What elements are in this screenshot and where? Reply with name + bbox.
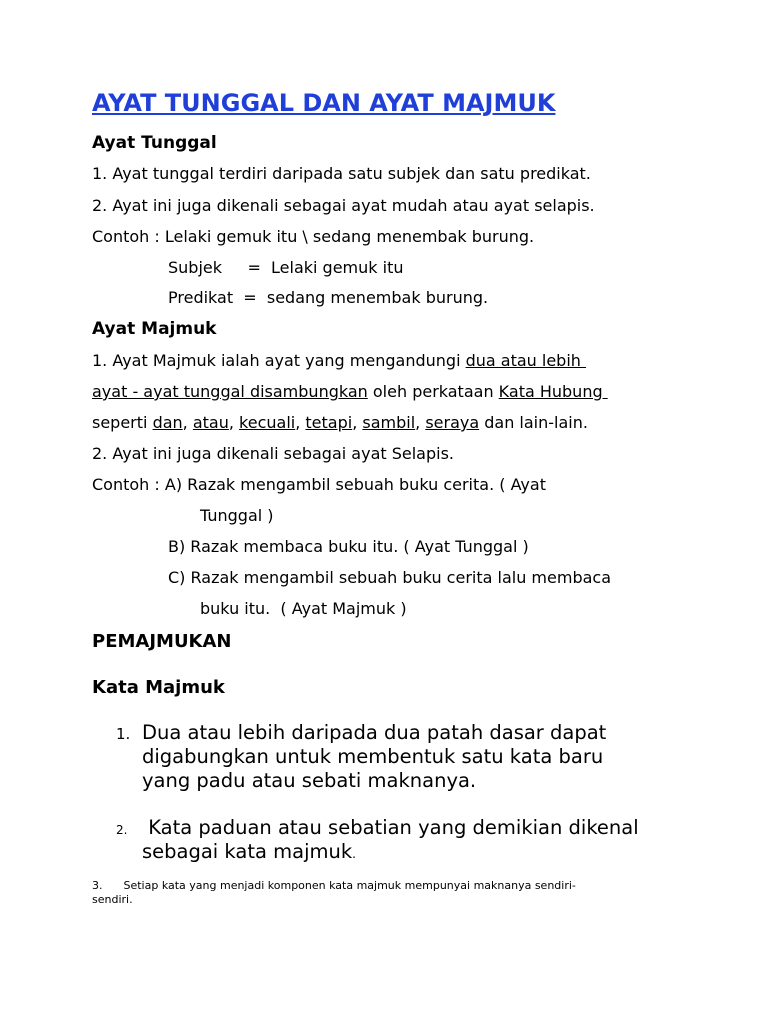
- majmuk-p1-underlined-2: ayat - ayat tunggal disambungkan: [92, 382, 368, 401]
- majmuk-point-1-line-1: [92, 351, 586, 371]
- majmuk-p1-end: dan lain-lain.: [479, 413, 588, 432]
- heading-kata-majmuk: Kata Majmuk: [92, 677, 225, 698]
- conjunction-sambil: sambil: [362, 413, 416, 432]
- conjunction-seraya: seraya: [425, 413, 480, 432]
- conjunction-sep: ,: [182, 413, 193, 432]
- list-item-3-line-1: 3. Setiap kata yang menjadi komponen kata majmuk mempunyai maknanya sendiri-: [92, 879, 576, 892]
- majmuk-p1-underlined: dua atau lebih: [465, 351, 587, 370]
- majmuk-point-1-line-2: [92, 382, 608, 402]
- list-item-2-text: sebagai kata majmuk: [142, 840, 353, 863]
- heading-ayat-tunggal: Ayat Tunggal: [92, 133, 217, 153]
- page-title: AYAT TUNGGAL DAN AYAT MAJMUK: [92, 89, 556, 117]
- list-item-1-line-3: yang padu atau sebati maknanya.: [142, 769, 477, 792]
- conjunction-sep: ,: [352, 413, 363, 432]
- list-item-3-line-2: sendiri.: [92, 893, 133, 906]
- heading-pemajmukan: PEMAJMUKAN: [92, 631, 232, 652]
- conjunction-dan: dan: [152, 413, 183, 432]
- majmuk-example-b: B) Razak membaca buku itu. ( Ayat Tunggal ): [168, 537, 529, 556]
- list-item-2-line-1: Kata paduan atau sebatian yang demikian dikenal: [142, 816, 639, 839]
- list-item-1-line-2: digabungkan untuk membentuk satu kata baru: [142, 745, 604, 768]
- conjunction-sep: ,: [295, 413, 306, 432]
- majmuk-example-a-line-2: Tunggal ): [200, 506, 274, 525]
- conjunction-sep: ,: [228, 413, 240, 432]
- tunggal-subject-line: Subjek = Lelaki gemuk itu: [168, 258, 404, 277]
- list-item-2-period: .: [352, 847, 356, 861]
- conjunction-atau: atau: [192, 413, 229, 432]
- tunggal-point-2: 2. Ayat ini juga dikenali sebagai ayat mudah atau ayat selapis.: [92, 196, 595, 215]
- tunggal-example: Contoh : Lelaki gemuk itu \ sedang menembak burung.: [92, 227, 535, 246]
- list-item-1-number: 1.: [116, 725, 131, 743]
- heading-ayat-majmuk: Ayat Majmuk: [92, 319, 217, 339]
- majmuk-kata-hubung: Kata Hubung: [498, 382, 608, 401]
- majmuk-seperti: seperti: [92, 413, 153, 432]
- tunggal-point-1: 1. Ayat tunggal terdiri daripada satu subjek dan satu predikat.: [92, 164, 591, 183]
- majmuk-example-a-line-1: Contoh : A) Razak mengambil sebuah buku cerita. ( Ayat: [92, 475, 546, 494]
- conjunction-kecuali: kecuali: [239, 413, 296, 432]
- majmuk-example-c-line-2: buku itu. ( Ayat Majmuk ): [200, 599, 407, 618]
- majmuk-p1-text-2: oleh perkataan: [367, 382, 499, 401]
- list-item-1-line-1: Dua atau lebih daripada dua patah dasar dapat: [142, 721, 607, 744]
- majmuk-point-1-line-3: [92, 413, 588, 433]
- tunggal-predicate-line: Predikat = sedang menembak burung.: [168, 288, 489, 307]
- list-item-2-line-2: [142, 840, 356, 866]
- conjunction-tetapi: tetapi: [305, 413, 353, 432]
- majmuk-p1-text: 1. Ayat Majmuk ialah ayat yang mengandungi: [92, 351, 466, 370]
- list-item-2-number: 2.: [116, 823, 128, 837]
- conjunction-sep: ,: [415, 413, 426, 432]
- majmuk-example-c-line-1: C) Razak mengambil sebuah buku cerita lalu membaca: [168, 568, 612, 587]
- majmuk-point-2: 2. Ayat ini juga dikenali sebagai ayat Selapis.: [92, 444, 454, 463]
